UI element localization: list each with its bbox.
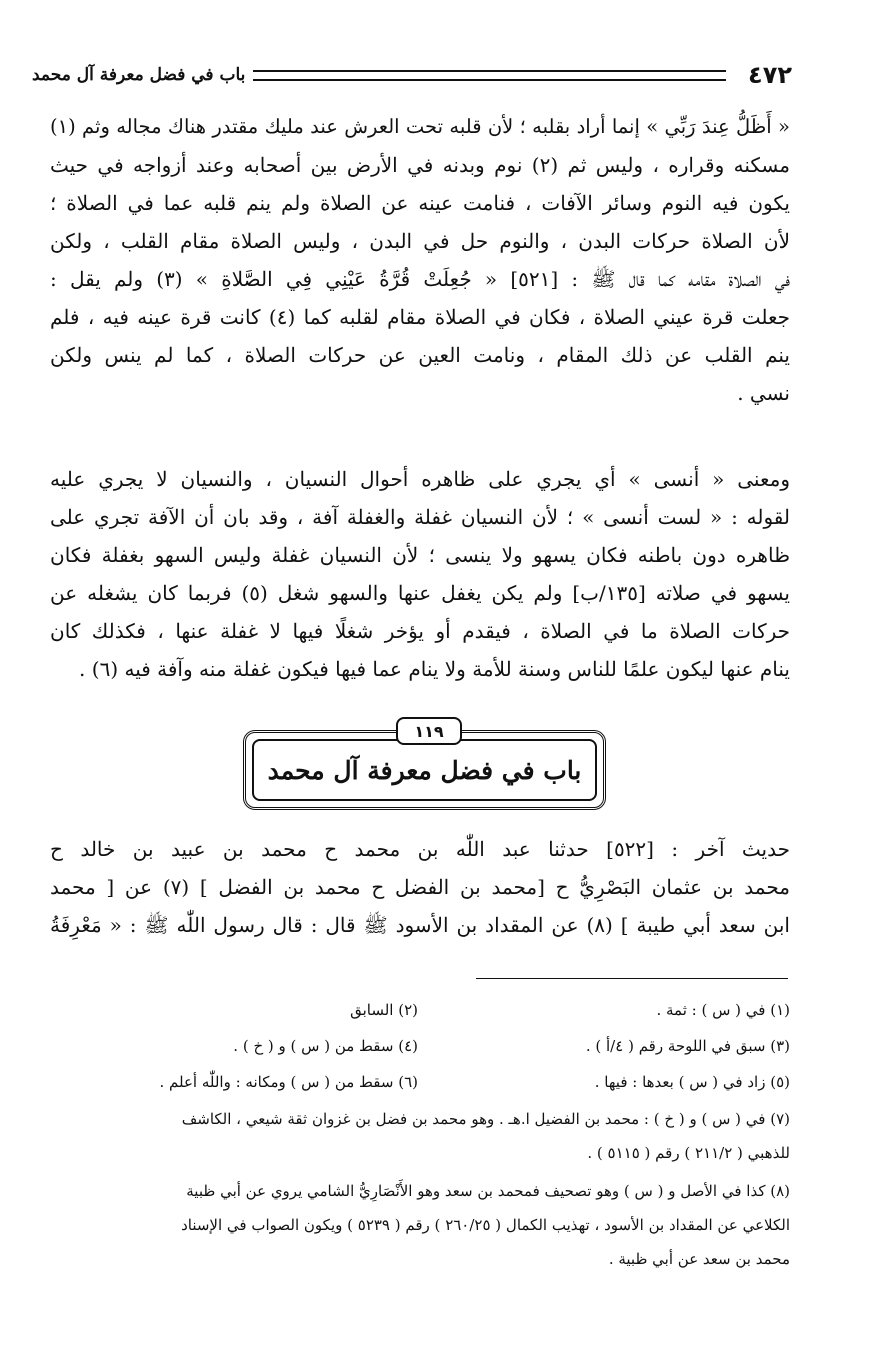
footnote-row <box>50 1032 790 1061</box>
text-line: ينم القلب عن ذلك المقام ، ونامت العين عن حركات الصلاة ، كما لم ينس ولكن <box>50 343 790 367</box>
header-title: باب في فضل معرفة آل محمد <box>32 65 246 85</box>
text-line: يسهو في صلاته [١٣٥/ب] ولم يكن يغفل عنها والسهو شغل (٥) فربما كان يشغله عن <box>50 581 790 605</box>
text-line: لأن الصلاة حركات البدن ، والنوم حل في البدن ، وليس الصلاة مقام القلب ، ولكن <box>50 229 790 253</box>
footnote-4: (٤) سقط من ( س ) و ( خ ) . <box>233 1037 418 1055</box>
footnote-2: (٢) السابق <box>350 1001 418 1019</box>
chapter-number: ١١٩ <box>396 717 462 745</box>
text-line: يكون فيه النوم وسائر الآفات ، فنامت عينه عن الصلاة ولم ينم قلبه عما في الصلاة ؛ <box>50 191 790 215</box>
running-header <box>32 58 792 92</box>
footnote-5: (٥) زاد في ( س ) بعدها : فيها . <box>594 1073 790 1091</box>
text-line: ينام عنها ليكون علمًا للناس وسنة للأمة ولا ينام عما فيها فيكون غفلة منه وآفة فيه (٦) . <box>79 657 790 681</box>
footnote-1: (١) في ( س ) : ثمة . <box>656 1001 790 1019</box>
footnote-row <box>50 996 790 1025</box>
text-line: لقوله : « لست أنسى » ؛ لأن النسيان غفلة والغفلة آفة ، وقد بان أن الآفة تجري على <box>50 505 790 529</box>
text-line: نسي . <box>737 381 790 405</box>
text-line: ظاهره دون باطنه فكان يسهو ولا ينسى ؛ لأن النسيان غفلة وليس السهو بغفلة فكان <box>50 543 790 567</box>
text-line: مسكنه وقراره ، وليس ثم (٢) نوم وبدنه في الأرض بين أصحابه وعند أزواجه في حيث <box>50 153 790 177</box>
chapter-heading-box <box>243 721 606 810</box>
footnote-7-cont: للذهبي ( ٢١١/٢ ) رقم ( ٥١١٥ ) . <box>587 1144 790 1162</box>
paragraph-1 <box>50 108 790 412</box>
text-line: حديث آخر : [٥٢٢] حدثنا عبد اللّٰه بن محمد ح محمد بن عبيد بن خالد ح <box>50 837 790 861</box>
footnote-row <box>50 1068 790 1097</box>
text-line: « أَظَلُّ عِندَ رَبِّي » إنما أراد بقلبه ؛ لأن قلبه تحت العرش عند مليك مقتدر هناك مجاله وثم (١) <box>50 115 790 138</box>
text-line: ومعنى « أنسى » أي يجري على ظاهره أحوال النسيان ، والنسيان لا يجري عليه <box>50 467 790 491</box>
text-line: جعلت قرة عيني الصلاة ، فكان في الصلاة مقام لقلبه كما (٤) كانت قرة عينه فيه ، فلم <box>50 305 790 329</box>
footnote-3: (٣) سبق في اللوحة رقم ( ٤/أ ) . <box>585 1037 790 1055</box>
chapter-heading-inner <box>252 739 597 801</box>
text-line: ابن سعد أبي طيبة ] (٨) عن المقداد بن الأسود ﷺ قال : قال رسول اللّٰه ﷺ : « مَعْرِفَةُ <box>50 913 790 937</box>
footnote-6: (٦) سقط من ( س ) ومكانه : واللّٰه أعلم . <box>159 1073 418 1091</box>
header-rule <box>253 70 726 81</box>
page-number: ٤٧٢ <box>748 61 792 89</box>
footnote-7: (٧) في ( س ) و ( خ ) : محمد بن الفضيل ا.هـ . وهو محمد بن فضل بن غزوان ثقة شيعي ، الكاشف <box>181 1110 790 1128</box>
footnote-8-cont: الكلاعي عن المقداد بن الأسود ، تهذيب الكمال ( ٢٦٠/٢٥ ) رقم ( ٥٢٣٩ ) ويكون الصواب في الإسناد <box>181 1216 790 1234</box>
text-line: في الصلاة مقامه كما قال ﷺ : [٥٢١] « جُعِلَتْ قُرَّةُ عَيْنِي فِي الصَّلاةِ » (٣) ولم يقل : <box>50 267 790 291</box>
footnote-8-cont: محمد بن سعد عن أبي ظبية . <box>608 1250 790 1268</box>
chapter-title: باب في فضل معرفة آل محمد <box>267 755 582 785</box>
footnote-8: (٨) كذا في الأصل و ( س ) وهو تصحيف فمحمد بن سعد وهو الأَنْصَارِيُّ الشامي يروي عن أبي ظبية <box>186 1182 790 1200</box>
text-line: محمد بن عثمان البَصْرِيُّ ح [محمد بن الفضل ح محمد بن الفضل ] (٧) عن [ محمد <box>50 875 790 899</box>
paragraph-2 <box>50 460 790 688</box>
hadith-paragraph <box>50 830 790 944</box>
footnote-separator <box>476 978 788 979</box>
text-line: حركات الصلاة ما في الصلاة ، فيقدم أو يؤخر شغلًا فيها لا غفلة عنها ، فكذلك كان <box>50 619 790 643</box>
